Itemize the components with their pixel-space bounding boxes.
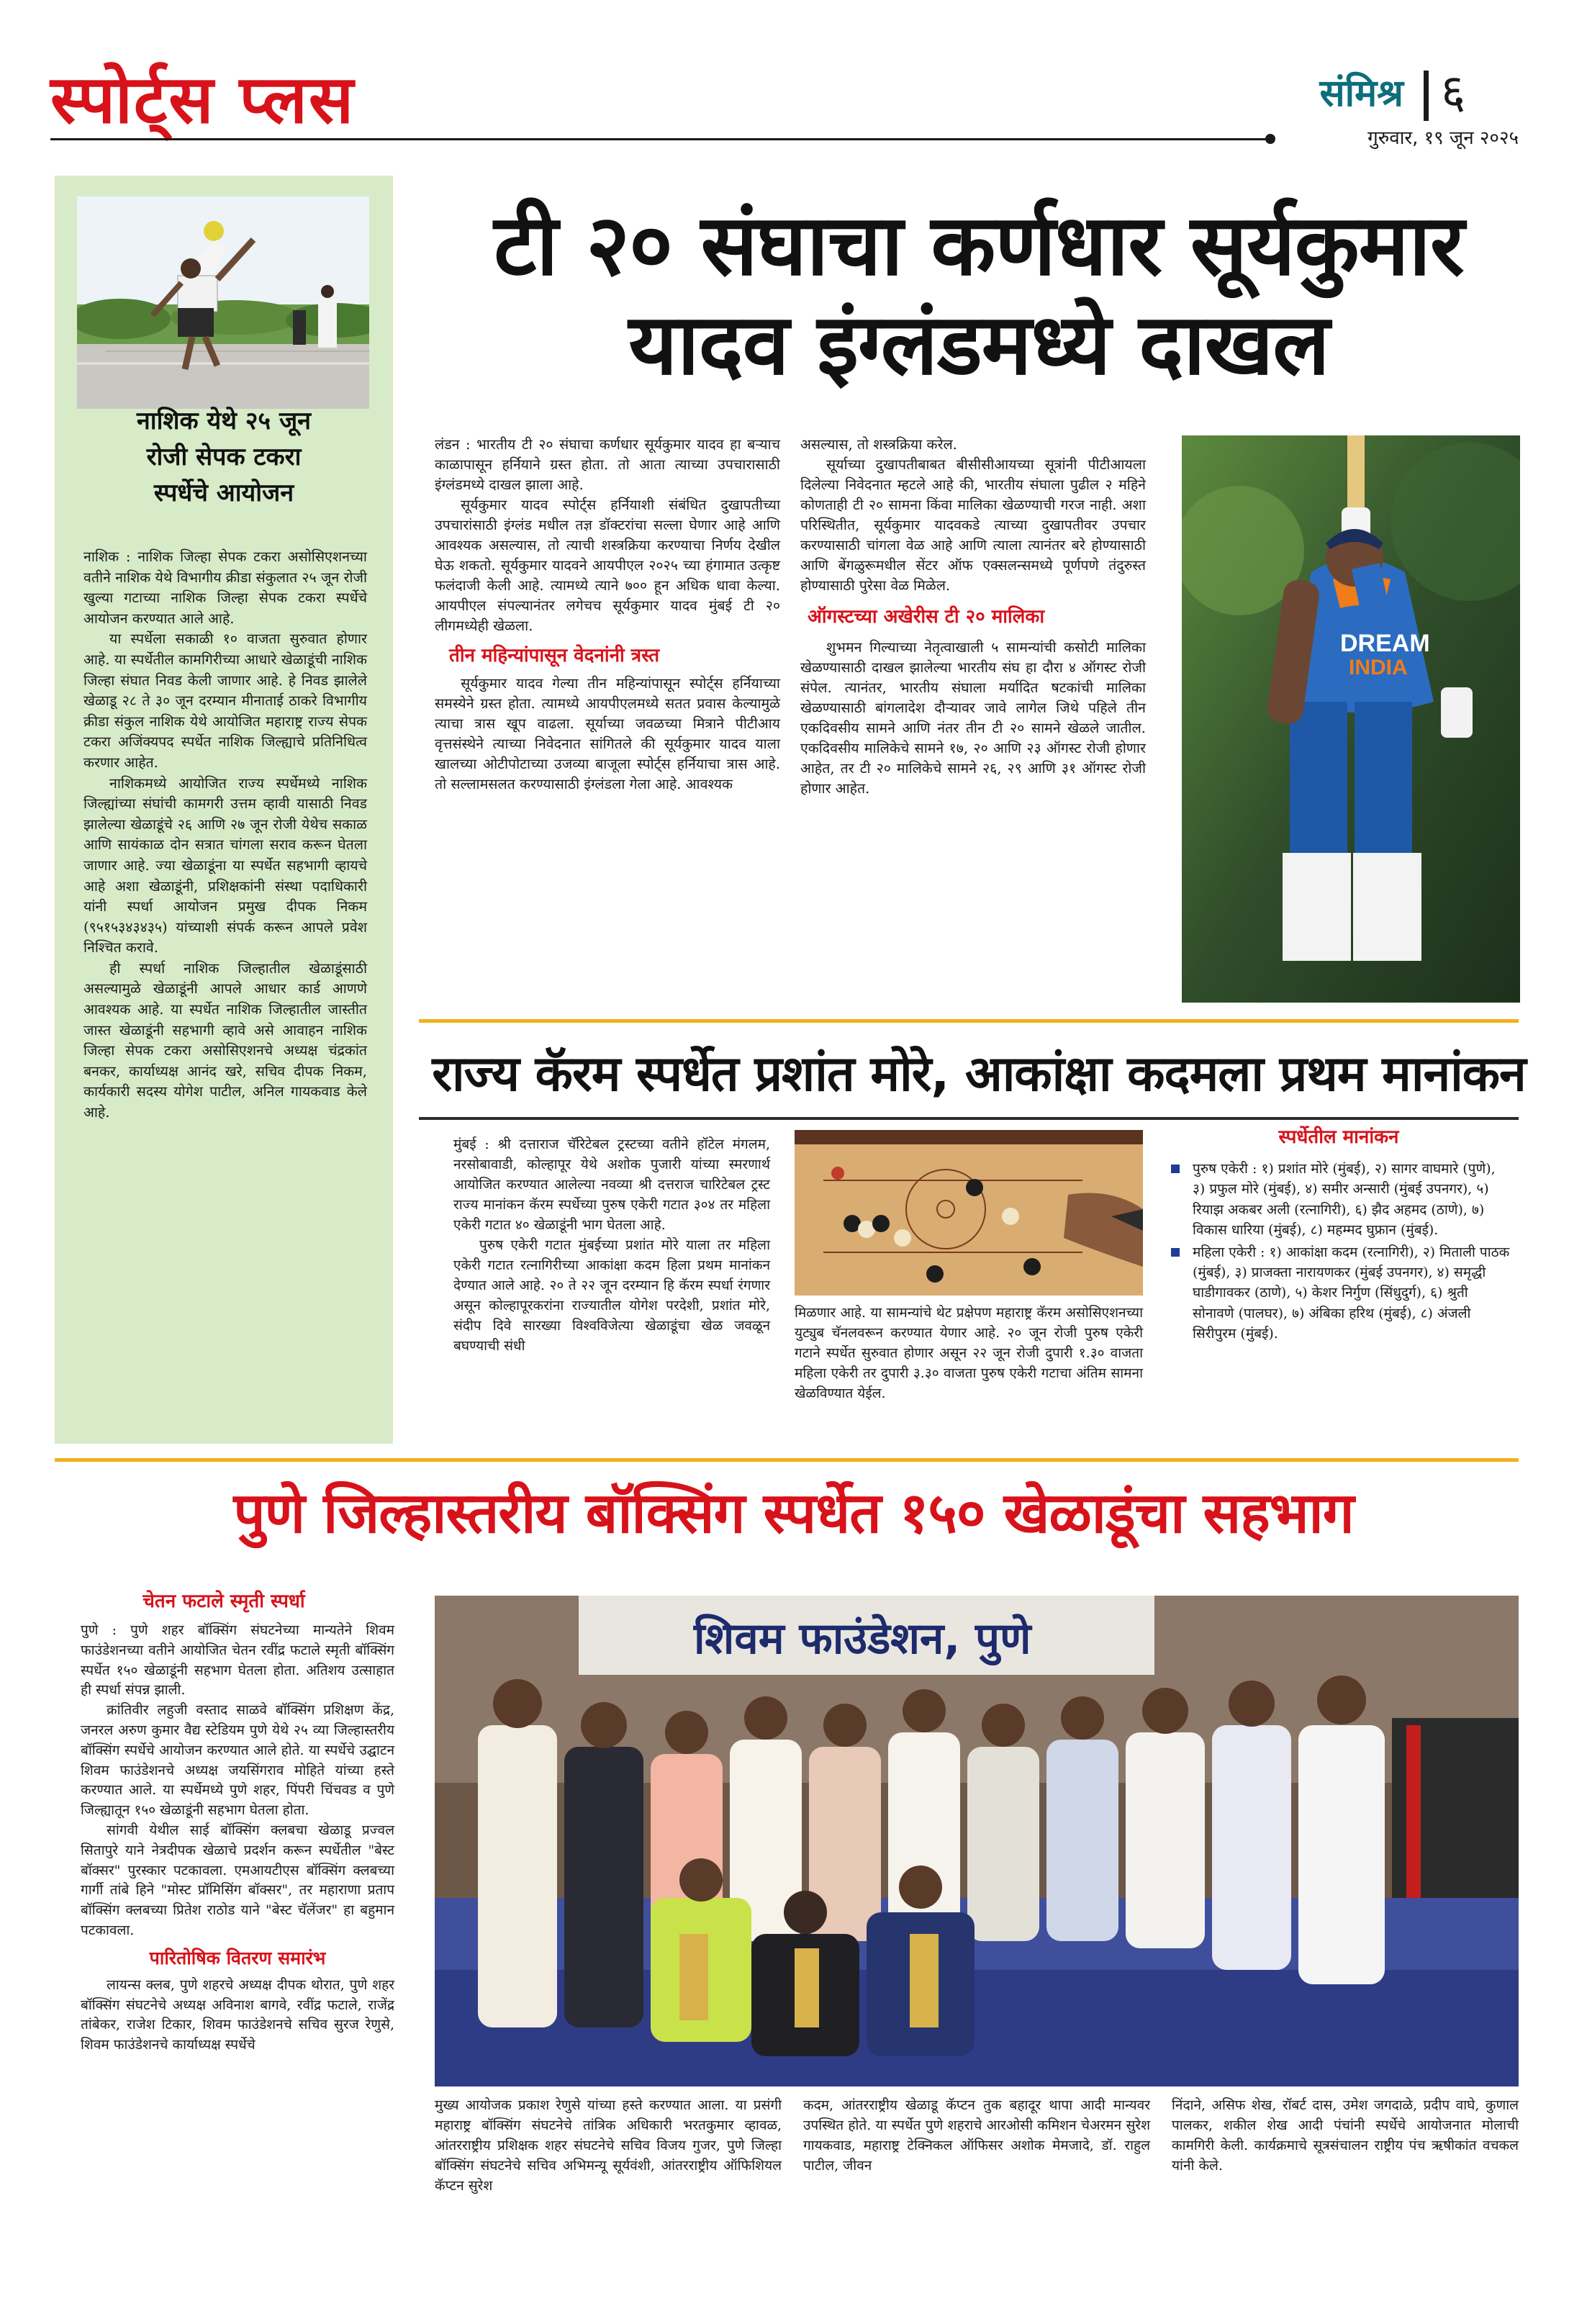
story3-col1-para-4: लायन्स क्लब, पुणे शहरचे अध्यक्ष दीपक थोरात, पुणे शहर बॉक्सिंग संघटनेचे अध्यक्ष अविनाश बागवे, रवींद्र फटाले, राजेंद्र तांबेकर, राजेश टिकार, शिवम फाउंडेशनचे सचिव सुरज रेणुसे, शिवम फाउंडेशनचे कार्याध्यक्ष स्पर्धेचे [81, 1976, 394, 2053]
boxing-group-photo [435, 1596, 1519, 2086]
story1-col1-para-1: लंडन : भारतीय टी २० संघाचा कर्णधार सूर्यकुमार यादव हा बऱ्याच काळापासून हर्नियाने ग्रस्त होता. तो आता त्याच्या उपचारासाठी इंग्लंडमध्ये दाखल झाला आहे. [435, 436, 780, 493]
seed-men-text: पुरुष एकेरी : १) प्रशांत मोरे (मुंबई), २) सागर वाघमारे (पुणे), ३) प्रफुल मोरे (मुंबई), ४) समीर अन्सारी (मुंबई उपनगर), ५) रियाझ अकबर अली (रत्नागिरी), ६) झैद अहमद (ठाणे), ७) विकास धारिया (मुंबई), ८) महम्मद घुफ्रान (मुंबई). [1193, 1161, 1496, 1239]
story3-headline: पुणे जिल्हास्तरीय बॉक्सिंग स्पर्धेत १५० खेळाडूंचा सहभाग [233, 1481, 1354, 1546]
seed-list [1170, 1159, 1511, 1344]
section-label: संमिश्र [1319, 72, 1403, 115]
left-headline [55, 403, 393, 511]
story3-bottom-col3 [1172, 2095, 1519, 2176]
story3-col1 [81, 1621, 394, 2056]
banner-text: शिवम फाउंडेशन, पुणे [694, 1614, 1031, 1664]
story1-subhead-2: ऑगस्टच्या अखेरीस टी २० मालिका [808, 606, 1045, 628]
rule-gold-1 [419, 1019, 1519, 1023]
story1-headline [403, 196, 1555, 394]
story1-subhead-1: तीन महिन्यांपासून वेदनांनी त्रस्त [449, 645, 660, 666]
story1-col1-para-3: सूर्यकुमार यादव गेल्या तीन महिन्यांपासून स्पोर्ट्स हर्नियाच्या समस्येने ग्रस्त होता. त्यामध्ये आयपीएलमध्ये सतत प्रवास केल्यामुळे त्याचा त्रास खूप वाढला. सूर्याच्या जवळच्या मित्राने पीटीआय वृत्तसंस्थेने त्याच्या निवेदनात सांगितले की सूर्यकुमार यादव याला खालच्या ओटीपोटाच्या उजव्या बाजूला स्पोर्ट्स हर्नियाचा त्रास आहे. तो सल्लामसलत करण्यासाठी इंग्लंडला गेला आहे. आवश्यक [435, 675, 780, 792]
section-divider [1424, 71, 1429, 121]
jersey-text-1: DREAM [1340, 630, 1430, 657]
left-article-body [83, 547, 367, 1123]
story1-col1-para-2: सूर्यकुमार यादव स्पोर्ट्स हर्नियाशी संबंधित दुखापतीच्या उपचारांसाठी इंग्लंड मधील तज्ञ डॉक्टरांचा सल्ला घेणार आहे आणि आवश्यक असल्यास, तो त्याची शस्त्रक्रिया करण्याचा निर्णय देखील घेऊ शकतो. सूर्यकुमार यादवने आयपीएल २०२५ च्या हंगामात उत्कृष्ट फलंदाजी केली आहे. त्यामध्ये त्याने ७०० हून अधिक धावा केल्या. आयपीएल संपल्यानंतर लगेचच सूर्यकुमार यादव मुंबई टी २० लीगमध्येही खेळला. [435, 497, 780, 634]
seed-item-women [1170, 1242, 1511, 1344]
seed-item-men [1170, 1159, 1511, 1241]
carrom-board-image [795, 1130, 1143, 1296]
masthead-rule-dot [1265, 134, 1275, 144]
seed-women-text: महिला एकेरी : १) आकांक्षा कदम (रत्नागिरी), २) मिताली पाठक (मुंबई), ३) प्राजक्ता नारायणकर (मुंबई उपनगर), ४) समृद्धी घाडीगावकर (ठाणे), ५) केशर निर्गुण (सिंधुदुर्ग), ६) श्रुती सोनावणे (पालघर), ७) अंबिका हरिथ (मुंबई), ८) अंजली सिरीपुरम (मुंबई). [1193, 1244, 1510, 1342]
story1-col1 [435, 435, 780, 795]
page-number: ६ [1441, 64, 1466, 119]
left-para-1: नाशिक : नाशिक जिल्हा सेपक टकरा असोसिएशनच्या वतीने नाशिक येथे विभागीय क्रीडा संकुलात २५ जून रोजी खुल्या गटाच्या नाशिक जिल्हा सेपक टकरा स्पर्धेचे आयोजन करण्यात आले आहे. [83, 548, 367, 627]
left-para-3: नाशिकमध्ये आयोजित राज्य स्पर्धेमध्ये नाशिक जिल्ह्यांच्या संघांची कामगरी उत्तम व्हावी यासाठी निवड झालेल्या खेळाडूंचे २६ आणि २७ जून रोजी येथेच सकाळ आणि सायंकाळ दोन सत्रात चांगला सराव करून घेतला जाणार आहे. ज्या खेळाडूंना या स्पर्धेत सहभागी व्हायचे आहे अशा खेळाडूंनी, प्रशिक्षकांनी संस्था पदाधिकारी यांनी स्पर्धा आयोजन प्रमुख दीपक निकम (९५१५३४३४३५) यांच्याशी संपर्क करून आपले प्रवेश निश्चित करावे. [83, 774, 367, 957]
seed-list-title: स्पर्धेतील मानांकन [1278, 1126, 1399, 1148]
boxing-ceremony-image [435, 1596, 1519, 2086]
story3-col1-para-3: सांगवी येथील साई बॉक्सिंग क्लबचा खेळाडू प्रज्वल सितापुरे याने नेत्रदीपक खेळाचे प्रदर्शन करून स्पर्धेतील "बेस्ट बॉक्सर" पुरस्कार पटकावला. एमआयटीएस बॉक्सिंग क्लबच्या गार्गी तांबे हिने "मोस्ट प्रॉमिसिंग बॉक्सर", तर महाराणा प्रताप बॉक्सिंग क्लबच्या प्रितेश राठोड याने "बेस्ट चॅलेंजर" हा बहुमान पटकावला. [81, 1822, 394, 1938]
bullet-square-icon [1171, 1165, 1180, 1173]
carrom-photo [795, 1130, 1143, 1296]
suryakumar-photo [1182, 435, 1520, 1003]
story2-col1 [453, 1134, 770, 1356]
sepak-takraw-image [77, 196, 369, 409]
story3-bottom-para-1: मुख्य आयोजक प्रकाश रेणुसे यांच्या हस्ते करण्यात आला. या प्रसंगी महाराष्ट्र बॉक्सिंग संघटनेचे तांत्रिक अधिकारी भरतकुमार व्हावळ, आंतरराष्ट्रीय प्रशिक्षक शहर संघटनेचे सचिव विजय गुजर, पुणे जिल्हा बॉक्सिंग संघटनेचे सचिव अभिमन्यू सूर्यवंशी, आंतरराष्ट्रीय ऑफिशियल कॅप्टन सुरेश [435, 2097, 782, 2194]
story3-bottom-para-2: कदम, आंतरराष्ट्रीय खेळाडू कॅप्टन तुक बहादूर थापा आदी मान्यवर उपस्थित होते. या स्पर्धेत पुणे शहराचे आरओसी कमिशन चेअरमन सुरेश गायकवाड, महाराष्ट्र टेक्निकल ऑफिसर अशोक मेमजादे, डॉ. राहुल पाटील, जीवन [803, 2097, 1150, 2174]
rule-dark-1 [419, 1117, 1519, 1120]
jersey-text-2: INDIA [1349, 656, 1408, 679]
story3-subhead-1: चेतन फटाले स्मृती स्पर्धा [143, 1591, 305, 1612]
masthead-rule [50, 138, 1270, 140]
story1-headline-line-1: टी २० संघाचा कर्णधार सूर्यकुमार [494, 196, 1464, 294]
rule-gold-2 [55, 1458, 1519, 1462]
sepak-takraw-photo [77, 196, 369, 409]
story2-col2 [795, 1303, 1143, 1403]
masthead-logo: स्पोर्ट्स प्लस [50, 61, 356, 138]
story3-bottom-col2 [803, 2095, 1150, 2176]
left-headline-line-3: स्पर्धेचे आयोजन [153, 479, 294, 507]
left-headline-line-1: नाशिक येथे २५ जून [136, 407, 312, 435]
left-headline-line-2: रोजी सेपक टकरा [146, 443, 302, 471]
issue-date: गुरुवार, १९ जून २०२५ [1367, 127, 1519, 149]
story3-col1-para-2: क्रांतिवीर लहुजी वस्ताद साळवे बॉक्सिंग प्रशिक्षण केंद्र, जनरल अरुण कुमार वैद्य स्टेडियम पुणे येथे २५ व्या जिल्हास्तरीय बॉक्सिंग स्पर्धेचे आयोजन करण्यात आले होते. या स्पर्धेचे उद्घाटन शिवम फाउंडेशनचे अध्यक्ष जयसिंगराव मोहिते यांच्या हस्ते करण्यात आले. या स्पर्धेमध्ये पुणे शहर, पिंपरी चिंचवड व पुणे जिल्ह्यातून १५० खेळाडूंनी सहभाग घेतला होता. [81, 1702, 394, 1819]
story2-headline: राज्य कॅरम स्पर्धेत प्रशांत मोरे, आकांक्षा कदमला प्रथम मानांकन [432, 1046, 1526, 1103]
story2-col1-para-2: पुरुष एकेरी गटात मुंबईच्या प्रशांत मोरे याला तर महिला एकेरी गटात रत्नागिरीच्या आकांक्षा कदम हिला प्रथम मानांकन देण्यात आले आहे. २० ते २२ जून दरम्यान हि कॅरम स्पर्धा रंगणार असून कोल्हापूरकरांना राज्यातील योगेश परदेशी, प्रशांत मोरे, संदीप दिवे सारख्या विश्वविजेत्या खेळाडूंचा खेळ जवळून बघण्याची संधी [453, 1237, 770, 1354]
story1-col2-para-2: सूर्याच्या दुखापतीबाबत बीसीसीआयच्या सूत्रांनी पीटीआयला दिलेल्या निवेदनात म्हटले आहे की, भारतीय संघाला पुढील २ महिने कोणताही टी २० सामना किंवा मालिका खेळण्याची गरज नाही. अशा परिस्थितीत, सूर्यकुमार यादवकडे त्याच्या दुखापतीवर उपचार करण्यासाठी चांगला वेळ आहे आणि त्याला त्यानंतर बरे होण्यासाठी आणि बेंगळुरूमधील सेंटर ऑफ एक्सलन्समध्ये पूर्णपणे तंदुरुस्त होण्यासाठी पुरेसा वेळ मिळेल. [800, 456, 1146, 594]
cricketer-image [1182, 435, 1520, 1003]
story3-col1-para-1: पुणे : पुणे शहर बॉक्सिंग संघटनेच्या मान्यतेने शिवम फाउंडेशनच्या वतीने आयोजित चेतन रवींद्र फटाले स्मृती बॉक्सिंग स्पर्धेत १५० खेळाडूंनी सहभाग घेतला होता. अतिशय उत्साहात ही स्पर्धा संपन्न झाली. [81, 1622, 394, 1699]
story1-col2 [800, 435, 1146, 799]
story2-col1-para-1: मुंबई : श्री दत्ताराज चॅरिटेबल ट्रस्टच्या वतीने हॉटेल मंगलम, नरसोबावाडी, कोल्हापूर येथे अशोक पुजारी यांच्या स्मरणार्थ आयोजित करण्यात आलेल्या नवव्या श्री दत्तराज चारिटेबल ट्रस्ट राज्य मानांकन कॅरम स्पर्धेच्या पुरुष एकेरी गटात ३०४ तर महिला एकेरी गटात ४० खेळाडूंनी भाग घेतला आहे. [453, 1136, 770, 1233]
story3-bottom-para-3: निंदाने, असिफ शेख, रॉबर्ट दास, उमेश जगदाळे, प्रदीप वाघे, कुणाल पालकर, शकील शेख आदी पंचांनी स्पर्धेचे आयोजनात मोलाची कामगिरी केली. कार्यक्रमाचे सूत्रसंचालन राष्ट्रीय पंच ऋषीकांत वचकल यांनी केले. [1172, 2097, 1519, 2174]
bullet-square-icon [1171, 1248, 1180, 1257]
story1-col2-para-3: शुभमन गिल्याच्या नेतृत्वाखाली ५ सामन्यांची कसोटी मालिका खेळण्यासाठी दाखल झालेल्या भारतीय संघ हा दौरा ४ ऑगस्ट रोजी संपेल. त्यानंतर, भारतीय संघाला मर्यादित षटकांची मालिका खेळण्यासाठी बांगलादेश दौऱ्यावर जावे लागेल जिथे पहिले तीन एकदिवसीय सामने आणि नंतर तीन टी २० सामने खेळले जातील. एकदिवसीय मालिकेचे सामने १७, २० आणि २३ ऑगस्ट रोजी होणार आहेत, तर टी २० मालिकेचे सामने २६, २९ आणि ३१ ऑगस्ट रोजी होणार आहेत. [800, 639, 1146, 797]
story1-col2-para-1: असल्यास, तो शस्त्रक्रिया करेल. [800, 436, 957, 453]
story3-subhead-2: पारितोषिक वितरण समारंभ [149, 1947, 326, 1968]
story1-headline-line-2: यादव इंग्लंडमध्ये दाखल [628, 295, 1329, 394]
story2-col2-para-1: मिळणार आहे. या सामन्यांचे थेट प्रक्षेपण महाराष्ट्र कॅरम असोसिएशनच्या युट्युब चॅनलवरून करण्यात येणार आहे. २० जून रोजी पुरुष एकेरी गटाने स्पर्धेत सुरुवात होणार असून २२ जून रोजी दुपारी १.३० वाजता महिला एकेरी तर दुपारी ३.३० वाजता पुरुष एकेरी गटाचा अंतिम सामना खेळविण्यात येईल. [795, 1305, 1143, 1401]
left-para-2: या स्पर्धेला सकाळी १० वाजता सुरुवात होणार आहे. या स्पर्धेतील कामगिरीच्या आधारे खेळाडूंची नाशिक जिल्हा संघात निवड केली जाणार आहे. हे निवड झालेले खेळाडू २८ ते ३० जून दरम्यान मीनाताई ठाकरे विभागीय क्रीडा संकुल नाशिक येथे आयोजित महाराष्ट्र राज्य सेपक टकरा अजिंक्यपद स्पर्धेत नाशिक जिल्ह्याचे प्रतिनिधित्व करणार आहेत. [83, 630, 367, 771]
story3-bottom-col1 [435, 2095, 782, 2196]
left-para-4: ही स्पर्धा नाशिक जिल्हातील खेळाडूंसाठी असल्यामुळे खेळाडूंनी आपले आधार कार्ड आणणे आवश्यक आहे. या स्पर्धेत नाशिक जिल्हातील जास्तीत जास्त खेळाडूंनी सहभागी व्हावे असे आवाहन नाशिक जिल्हा सेपक टकरा असोसिएशनचे अध्यक्ष चंद्रकांत बनकर, कार्याध्यक्ष आनंद खरे, सचिव दीपक निकम, कार्यकारी सदस्य योगेश पाटील, अनिल गायकवाड केले आहे. [83, 959, 367, 1121]
